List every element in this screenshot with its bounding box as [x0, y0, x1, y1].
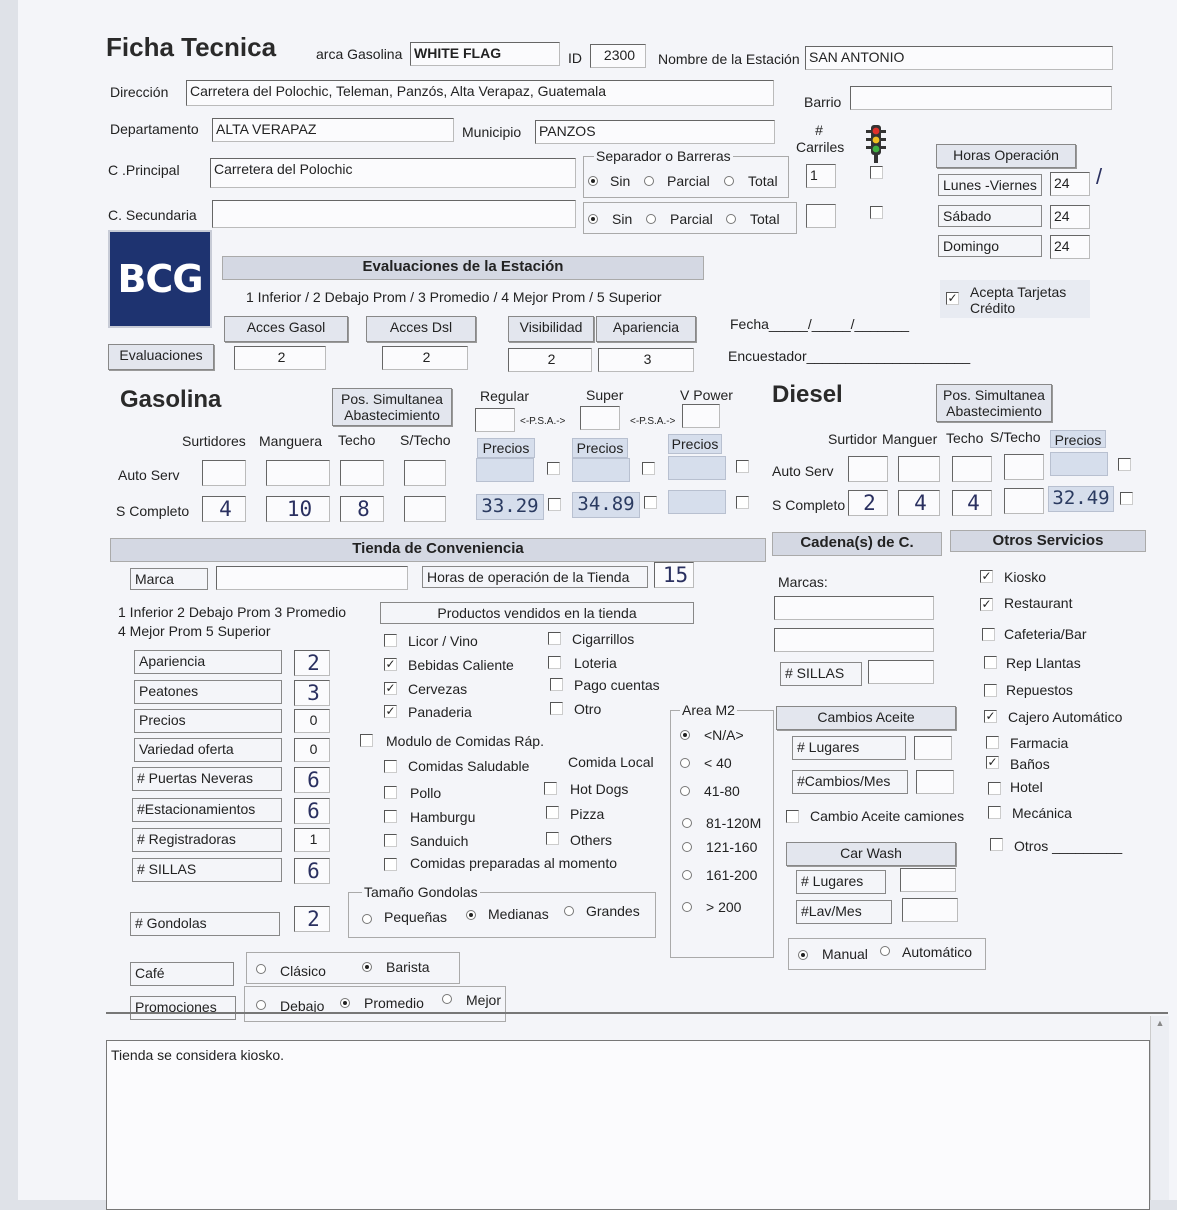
rating-sillas-label: # SILLAS — [132, 858, 282, 882]
horas-operacion-button[interactable]: Horas Operación — [936, 144, 1076, 168]
area-41-80-label: 41-80 — [704, 783, 740, 799]
diesel-auto-manguer[interactable] — [898, 456, 940, 482]
tienda-marca-field[interactable] — [216, 566, 408, 590]
acces-gasol-button[interactable]: Acces Gasol — [224, 316, 348, 342]
tienda-horas-field[interactable]: 15 — [654, 562, 694, 588]
notes-divider — [106, 1012, 1168, 1014]
pen-mark: / — [1096, 164, 1103, 189]
carwash-automatico-radio[interactable] — [880, 946, 890, 956]
marca-label: arca Gasolina — [316, 46, 403, 62]
diesel-completo-techo[interactable]: 4 — [952, 490, 992, 516]
otros-repuestos-checkbox[interactable] — [984, 684, 997, 697]
otros-kiosko-label: Kiosko — [1004, 569, 1047, 585]
gondolas-grandes-label: Grandes — [586, 903, 640, 919]
aceite-cambios-field[interactable] — [916, 770, 954, 794]
gondolas-pequenas-radio[interactable] — [362, 914, 372, 924]
otros-mecanica-label: Mecánica — [1012, 805, 1072, 821]
otros-restaurant-label: Restaurant — [1004, 595, 1073, 611]
diesel-completo-checkbox[interactable] — [1120, 492, 1133, 505]
area-200-label: > 200 — [706, 899, 742, 915]
direccion-field[interactable]: Carretera del Polochic, Teleman, Panzós, Alta Verapaz, Guatemala — [186, 80, 774, 106]
separador2-sin-label: Sin — [612, 211, 633, 227]
col-surtidores: Surtidores — [182, 433, 246, 449]
gondolas-size-label: Tamaño Gondolas — [364, 884, 478, 900]
comida-preparadas-label: Comidas preparadas al momento — [410, 855, 617, 871]
super-label: Super — [586, 387, 624, 403]
vpower-pos-field[interactable] — [682, 404, 720, 428]
gondolas-pequenas-label: Pequeñas — [384, 909, 448, 925]
marcas-field-1[interactable] — [774, 596, 934, 620]
marcas-label: Marcas: — [778, 574, 828, 590]
prod-cigarrillos-checkbox[interactable] — [548, 632, 561, 645]
cafe-barista-radio[interactable] — [362, 962, 372, 972]
notes-textarea[interactable] — [106, 1040, 1150, 1210]
carwash-lugares-label: # Lugares — [796, 870, 886, 894]
gondolas-grandes-radio[interactable] — [564, 906, 574, 916]
area-group — [670, 710, 774, 958]
comida-pizza-checkbox[interactable] — [546, 806, 559, 819]
precios-super-header: Precios — [572, 438, 628, 458]
carwash-lav-label: #Lav/Mes — [796, 900, 892, 924]
barrio-field[interactable] — [850, 86, 1112, 110]
rating-apariencia-field[interactable]: 2 — [294, 650, 330, 676]
comida-others-label: Others — [570, 832, 613, 848]
rating-variedad-field[interactable]: 0 — [294, 738, 330, 762]
diesel-auto-precio[interactable] — [1050, 452, 1108, 476]
carwash-manual-radio[interactable] — [798, 950, 808, 960]
direccion-label: Dirección — [110, 84, 169, 100]
horas-domingo-field[interactable]: 24 — [1050, 235, 1090, 259]
prod-panaderia-label: Panaderia — [408, 704, 472, 720]
col-manguera: Manguera — [259, 433, 323, 449]
carwash-lugares-field[interactable] — [900, 868, 956, 892]
separador2-total-radio[interactable] — [726, 214, 736, 224]
principal-field[interactable]: Carretera del Polochic — [210, 158, 576, 188]
bcg-logo — [108, 230, 212, 328]
prod-licor-label: Licor / Vino — [408, 633, 478, 649]
otros-repuestos-label: Repuestos — [1006, 682, 1073, 698]
prod-cigarrillos-label: Cigarrillos — [572, 631, 635, 647]
otros-hotel-checkbox[interactable] — [988, 782, 1001, 795]
promo-debajo-radio[interactable] — [256, 1000, 266, 1010]
secundaria-label: C. Secundaria — [108, 207, 197, 223]
comida-pollo-label: Pollo — [410, 785, 442, 801]
area-81-120-radio[interactable] — [682, 818, 692, 828]
gas-auto-surtidores[interactable] — [202, 460, 246, 486]
prod-pago-checkbox[interactable] — [550, 678, 563, 691]
carwash-manual-label: Manual — [822, 946, 868, 962]
id-label: ID — [568, 50, 582, 66]
rating-estacionamientos-field[interactable]: 6 — [294, 798, 330, 824]
comida-pizza-label: Pizza — [570, 806, 605, 822]
rating-registradoras-field[interactable]: 1 — [294, 828, 330, 852]
precios-regular-header: Precios — [477, 438, 535, 458]
evaluaciones-title: Evaluaciones de la Estación — [222, 256, 704, 280]
aceite-cambios-label: #Cambios/Mes — [792, 770, 908, 794]
tienda-title: Tienda de Conveniencia — [110, 538, 766, 562]
comida-hamburgu-checkbox[interactable] — [384, 810, 397, 823]
otros-servicios-title: Otros Servicios — [950, 530, 1146, 552]
tarjetas-checkbox[interactable]: ✓ — [947, 291, 958, 305]
notes-text: Tienda se considera kiosko. — [111, 1047, 285, 1063]
otros-restaurant-checkbox[interactable]: ✓ — [981, 597, 992, 611]
evaluaciones-button[interactable]: Evaluaciones — [108, 344, 214, 370]
area-na-label: <N/A> — [704, 727, 744, 743]
gas-completo-vpower-checkbox[interactable] — [736, 496, 749, 509]
scroll-up-icon[interactable]: ▲ — [1155, 1018, 1165, 1028]
gas-completo-surtidores[interactable]: 4 — [202, 496, 246, 522]
semaforo1-checkbox[interactable] — [870, 166, 883, 179]
aceite-lugares-field[interactable] — [914, 736, 952, 760]
carriles-label: # Carriles — [796, 122, 845, 155]
nombre-label: Nombre de la Estación — [658, 51, 800, 67]
separador2-total-label: Total — [750, 211, 780, 227]
gas-auto-precio-regular[interactable] — [476, 458, 534, 482]
gas-completo-techo[interactable]: 8 — [340, 496, 384, 522]
departamento-field[interactable]: ALTA VERAPAZ — [212, 118, 454, 142]
rating-sillas-field[interactable]: 6 — [294, 858, 330, 884]
otros-mecanica-checkbox[interactable] — [988, 806, 1001, 819]
regular-pos-field[interactable] — [475, 408, 515, 432]
acces-dsl-field[interactable]: 2 — [382, 346, 468, 370]
diesel-completo-surtidor[interactable]: 2 — [848, 490, 888, 516]
comida-preparadas-checkbox[interactable] — [384, 858, 397, 871]
prod-loteria-label: Loteria — [574, 655, 617, 671]
gas-auto-precio-vpower[interactable] — [668, 456, 726, 480]
diesel-completo-precio[interactable]: 32.49 — [1048, 486, 1114, 512]
gas-completo-regular-checkbox[interactable] — [548, 498, 561, 511]
promo-debajo-label: Debajo — [280, 998, 325, 1014]
separador1-sin-radio[interactable] — [588, 176, 598, 186]
comida-local-label: Comida Local — [568, 754, 654, 770]
area-label: Area M2 — [682, 702, 735, 718]
car-wash-button[interactable]: Car Wash — [786, 842, 956, 866]
diesel-pos-button[interactable]: Pos. Simultanea Abastecimiento — [936, 384, 1052, 422]
separador1-parcial-label: Parcial — [667, 173, 710, 189]
prod-panaderia-checkbox[interactable]: ✓ — [385, 704, 396, 718]
comida-hotdogs-checkbox[interactable] — [544, 782, 557, 795]
comida-hotdogs-label: Hot Dogs — [570, 781, 629, 797]
psa-label-2: <-P.S.A.-> — [630, 416, 676, 427]
cadena-sillas-label: # SILLAS — [780, 662, 862, 686]
separador2-parcial-label: Parcial — [670, 211, 713, 227]
rating-neveras-field[interactable]: 6 — [294, 767, 330, 793]
vpower-label: V Power — [680, 387, 733, 403]
prod-otro-checkbox[interactable] — [550, 702, 563, 715]
principal-label: C .Principal — [108, 162, 180, 178]
area-121-160-label: 121-160 — [706, 839, 758, 855]
prod-pago-label: Pago cuentas — [574, 677, 660, 693]
diesel-auto-surtidor[interactable] — [848, 456, 888, 482]
tienda-horas-label: Horas de operación de la Tienda — [422, 566, 648, 588]
cafe-label: Café — [130, 962, 234, 986]
otros-cafeteria-label: Cafeteria/Bar — [1004, 626, 1087, 642]
cambios-aceite-button[interactable]: Cambios Aceite — [776, 706, 956, 730]
diesel-completo-label: S Completo — [772, 497, 846, 513]
visibilidad-field[interactable]: 2 — [508, 348, 592, 372]
comida-others-checkbox[interactable] — [546, 832, 559, 845]
gasolina-pos-button[interactable]: Pos. Simultanea Abastecimiento — [332, 388, 452, 426]
gas-completo-super-checkbox[interactable] — [644, 496, 657, 509]
separador2-parcial-radio[interactable] — [646, 214, 656, 224]
logo-text: BCG — [117, 257, 203, 301]
gas-auto-regular-checkbox[interactable] — [547, 462, 560, 475]
semaforo2-checkbox[interactable] — [870, 206, 883, 219]
comida-saludable-label: Comidas Saludable — [408, 758, 530, 774]
cadena-title: Cadena(s) de C. — [772, 532, 942, 556]
gas-auto-techo[interactable] — [340, 460, 384, 486]
area-40-label: < 40 — [704, 755, 732, 771]
rating-neveras-label: # Puertas Neveras — [132, 767, 282, 791]
separador1-sin-label: Sin — [610, 173, 631, 189]
aceite-camiones-checkbox[interactable] — [786, 810, 799, 823]
rating-precios-label: Precios — [134, 709, 282, 733]
gas-completo-precio-vpower[interactable] — [668, 490, 726, 514]
prod-licor-checkbox[interactable] — [384, 634, 397, 647]
evaluaciones-scale: 1 Inferior / 2 Debajo Prom / 3 Promedio / 4 Mejor Prom / 5 Superior — [246, 289, 662, 305]
tienda-scale-1: 1 Inferior 2 Debajo Prom 3 Promedio — [118, 604, 346, 620]
otros-cafeteria-checkbox[interactable] — [982, 628, 995, 641]
area-40-radio[interactable] — [680, 758, 690, 768]
promociones-label: Promociones — [130, 996, 236, 1020]
gas-completo-stecho[interactable] — [404, 496, 446, 522]
prod-loteria-checkbox[interactable] — [548, 656, 561, 669]
psa-label-1: <-P.S.A.-> — [520, 416, 566, 427]
diesel-auto-stecho[interactable] — [1004, 454, 1044, 480]
rating-estacionamientos-label: #Estacionamientos — [132, 798, 282, 822]
separador-label: Separador o Barreras — [596, 148, 731, 164]
gondolas-field[interactable]: 2 — [294, 906, 330, 932]
otros-otros-label: Otros _________ — [1014, 838, 1123, 854]
col-stecho: S/Techo — [400, 432, 451, 448]
gasolina-title: Gasolina — [120, 386, 222, 413]
diesel-col-stecho: S/Techo — [990, 429, 1041, 445]
rating-registradoras-label: # Registradoras — [132, 828, 282, 852]
otros-farmacia-label: Farmacia — [1010, 735, 1069, 751]
comida-pollo-checkbox[interactable] — [384, 786, 397, 799]
notes-scrollbar[interactable] — [1150, 1016, 1169, 1200]
diesel-col-techo: Techo — [946, 430, 984, 446]
diesel-auto-label: Auto Serv — [772, 463, 834, 479]
gas-auto-label: Auto Serv — [118, 467, 180, 483]
marcas-field-2[interactable] — [774, 628, 934, 652]
area-na-radio[interactable] — [680, 730, 690, 740]
otros-cajero-label: Cajero Automático — [1008, 709, 1123, 725]
prod-otro-label: Otro — [574, 701, 602, 717]
diesel-col-surtidor: Surtidor — [828, 431, 878, 447]
promo-promedio-radio[interactable] — [340, 998, 350, 1008]
departamento-label: Departamento — [110, 121, 199, 137]
rating-peatones-label: Peatones — [134, 680, 282, 704]
separador1-parcial-radio[interactable] — [644, 176, 654, 186]
otros-banos-checkbox[interactable]: ✓ — [987, 755, 998, 769]
area-200-radio[interactable] — [682, 902, 692, 912]
otros-hotel-label: Hotel — [1010, 779, 1043, 795]
otros-otros-checkbox[interactable] — [990, 838, 1003, 851]
tienda-marca-label: Marca — [130, 568, 208, 590]
prod-bebidas-label: Bebidas Caliente — [408, 657, 514, 673]
secundaria-field[interactable] — [212, 200, 576, 228]
promo-mejor-radio[interactable] — [442, 994, 452, 1004]
rating-apariencia-label: Apariencia — [134, 650, 282, 674]
rating-variedad-label: Variedad oferta — [134, 738, 282, 762]
diesel-completo-stecho[interactable] — [1004, 488, 1044, 514]
otros-cajero-checkbox[interactable]: ✓ — [985, 709, 996, 723]
horas-row-sabado-label: Sábado — [938, 205, 1042, 227]
visibilidad-button[interactable]: Visibilidad — [508, 316, 594, 342]
acces-dsl-button[interactable]: Acces Dsl — [366, 316, 476, 342]
col-techo: Techo — [338, 432, 376, 448]
otros-banos-label: Baños — [1010, 756, 1050, 772]
precios-vpower-header: Precios — [668, 434, 722, 454]
apariencia-button[interactable]: Apariencia — [596, 316, 696, 342]
prod-cervezas-checkbox[interactable]: ✓ — [385, 681, 396, 695]
cafe-barista-label: Barista — [386, 959, 430, 975]
area-81-120-label: 81-120M — [706, 815, 762, 831]
acces-gasol-field[interactable]: 2 — [234, 346, 326, 370]
marca-field[interactable]: WHITE FLAG — [410, 42, 560, 66]
gas-completo-precio-super[interactable]: 34.89 — [572, 492, 640, 518]
page-title: Ficha Tecnica — [106, 32, 277, 62]
area-41-80-radio[interactable] — [680, 786, 690, 796]
prod-bebidas-checkbox[interactable]: ✓ — [385, 657, 396, 671]
horas-sabado-field[interactable]: 24 — [1050, 205, 1090, 229]
prod-cervezas-label: Cervezas — [408, 681, 468, 697]
otros-llantas-label: Rep Llantas — [1006, 655, 1081, 671]
area-121-160-radio[interactable] — [682, 842, 692, 852]
horas-row-lunes-label: Lunes -Viernes — [938, 174, 1042, 196]
gas-auto-super-checkbox[interactable] — [642, 462, 655, 475]
gas-completo-label: S Completo — [116, 503, 190, 519]
fecha-label: Fecha_____/_____/_______ — [730, 316, 910, 332]
carriles2-field[interactable] — [806, 204, 836, 228]
comida-hamburgu-label: Hamburgu — [410, 809, 476, 825]
diesel-auto-techo[interactable] — [952, 456, 992, 482]
tarjetas-label: Acepta Tarjetas Crédito — [970, 284, 1067, 316]
rating-peatones-field[interactable]: 3 — [294, 680, 330, 706]
otros-llantas-checkbox[interactable] — [984, 656, 997, 669]
cafe-clasico-label: Clásico — [280, 963, 326, 979]
tienda-scale-2: 4 Mejor Prom 5 Superior — [118, 623, 271, 639]
carriles-field[interactable]: 1 — [806, 164, 836, 188]
gas-auto-stecho[interactable] — [404, 460, 446, 486]
comida-saludable-checkbox[interactable] — [384, 760, 397, 773]
gondolas-medianas-label: Medianas — [488, 906, 549, 922]
gondolas-medianas-radio[interactable] — [466, 910, 476, 920]
separador1-total-label: Total — [748, 173, 778, 189]
encuestador-label: Encuestador_____________________ — [728, 348, 971, 364]
gas-auto-vpower-checkbox[interactable] — [736, 460, 749, 473]
rating-precios-field[interactable]: 0 — [294, 709, 330, 733]
municipio-field[interactable]: PANZOS — [535, 120, 775, 144]
horas-lunes-field[interactable]: 24 — [1050, 172, 1090, 196]
area-161-200-label: 161-200 — [706, 867, 758, 883]
promo-promedio-label: Promedio — [364, 995, 424, 1011]
comida-sanduich-label: Sanduich — [410, 833, 469, 849]
super-pos-field[interactable] — [580, 406, 620, 430]
gondolas-label: # Gondolas — [130, 912, 280, 936]
barrio-label: Barrio — [804, 94, 842, 110]
horas-row-domingo-label: Domingo — [938, 235, 1042, 257]
traffic-light-icon — [864, 124, 888, 164]
cafe-clasico-radio[interactable] — [256, 964, 266, 974]
regular-label: Regular — [480, 388, 530, 404]
aceite-lugares-label: # Lugares — [792, 736, 906, 760]
carwash-lav-field[interactable] — [902, 898, 958, 922]
comida-sanduich-checkbox[interactable] — [384, 834, 397, 847]
cadena-sillas-field[interactable] — [868, 660, 934, 684]
separador1-total-radio[interactable] — [724, 176, 734, 186]
promo-mejor-label: Mejor — [466, 992, 502, 1008]
diesel-completo-manguer[interactable]: 4 — [898, 490, 940, 516]
separador2-sin-radio[interactable] — [588, 214, 598, 224]
diesel-title: Diesel — [772, 381, 843, 408]
modulo-comidas-checkbox[interactable] — [360, 734, 373, 747]
productos-title: Productos vendidos en la tienda — [380, 602, 694, 624]
otros-farmacia-checkbox[interactable] — [986, 736, 999, 749]
apariencia-field[interactable]: 3 — [598, 348, 694, 372]
diesel-col-manguer: Manguer — [882, 431, 938, 447]
carwash-automatico-label: Automático — [902, 944, 973, 960]
gas-completo-manguera[interactable]: 10 — [266, 496, 330, 522]
gas-auto-manguera[interactable] — [266, 460, 330, 486]
diesel-auto-checkbox[interactable] — [1118, 458, 1131, 471]
nombre-field[interactable]: SAN ANTONIO — [805, 46, 1113, 70]
aceite-camiones-label: Cambio Aceite camiones — [810, 808, 965, 824]
area-161-200-radio[interactable] — [682, 870, 692, 880]
modulo-comidas-label: Modulo de Comidas Ráp. — [386, 733, 544, 749]
municipio-label: Municipio — [462, 124, 522, 140]
gas-completo-precio-regular[interactable]: 33.29 — [476, 494, 544, 520]
diesel-precios-header: Precios — [1050, 430, 1106, 448]
id-field[interactable]: 2300 — [590, 44, 646, 68]
otros-kiosko-checkbox[interactable]: ✓ — [981, 569, 992, 583]
gas-auto-precio-super[interactable] — [572, 458, 630, 482]
